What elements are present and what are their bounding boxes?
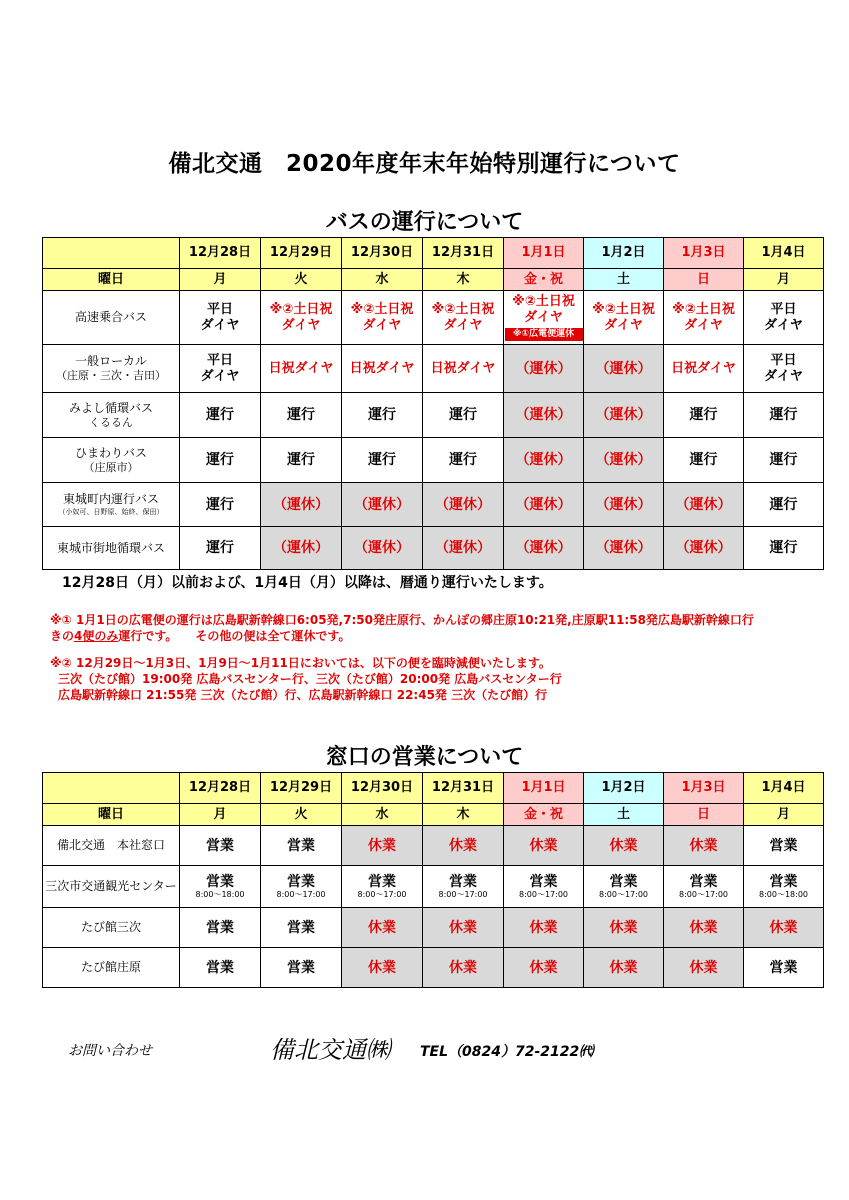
weekday-header: 金・祝 <box>504 804 584 826</box>
schedule-value: 運行 <box>287 452 315 468</box>
table-row <box>43 291 824 345</box>
company-phone: TEL（0824）72-2122㈹ <box>420 1044 594 1060</box>
schedule-cell <box>423 527 504 570</box>
status-cell <box>584 826 664 866</box>
status-value: 営業 <box>609 873 638 890</box>
schedule-cell <box>423 393 504 438</box>
opening-hours: 8:00～17:00 <box>276 889 326 899</box>
schedule-value: ※②土日祝 ダイヤ <box>431 301 495 333</box>
table-row <box>43 483 824 527</box>
status-cell <box>261 866 342 908</box>
schedule-cell <box>584 291 664 345</box>
table-row <box>43 826 824 866</box>
schedule-value: 運行 <box>769 452 798 468</box>
weekday-header: 月 <box>180 804 261 826</box>
table-row <box>43 948 824 988</box>
date-header: 1月4日 <box>744 238 824 269</box>
weekday-header: 金・祝 <box>504 269 584 291</box>
date-header: 1月4日 <box>744 773 824 804</box>
schedule-cell <box>342 345 423 393</box>
status-cell <box>180 948 261 988</box>
status-cell <box>180 866 261 908</box>
schedule-cell <box>423 345 504 393</box>
schedule-value: （運休） <box>675 540 732 556</box>
table-row <box>43 438 824 483</box>
office-name: 三次市交通観光センター <box>43 866 180 908</box>
status-value: 休業 <box>449 837 477 854</box>
schedule-value: ※②土日祝 ダイヤ <box>672 301 735 333</box>
weekday-header: 月 <box>744 269 824 291</box>
status-value: 休業 <box>449 959 477 976</box>
schedule-value: （運休） <box>435 540 491 556</box>
schedule-cell <box>584 438 664 483</box>
route-name-sub: くるるん <box>89 415 133 429</box>
status-cell <box>342 908 423 948</box>
schedule-value: （運休） <box>595 360 652 377</box>
schedule-cell <box>664 527 744 570</box>
schedule-cell <box>664 291 744 345</box>
window-section-heading: 窓口の営業について <box>325 745 524 770</box>
schedule-value: （運休） <box>515 496 572 513</box>
table-row <box>43 866 824 908</box>
schedule-value: 運行 <box>206 452 234 468</box>
schedule-cell <box>744 393 824 438</box>
schedule-cell <box>180 527 261 570</box>
regular-service-note: 12月28日（月）以前および、1月4日（月）以降は、暦通り運行いたします。 <box>62 575 553 591</box>
status-cell <box>342 948 423 988</box>
schedule-cell <box>342 438 423 483</box>
status-value: 休業 <box>529 919 558 936</box>
status-cell <box>504 908 584 948</box>
schedule-value: 平日 ダイヤ <box>200 352 240 384</box>
date-header: 12月29日 <box>261 773 342 804</box>
date-header: 12月31日 <box>423 773 504 804</box>
opening-hours: 8:00～18:00 <box>195 889 245 899</box>
schedule-cell <box>504 345 584 393</box>
status-cell <box>664 948 744 988</box>
route-name-text: 高速乗合バス <box>74 310 147 324</box>
weekday-header: 土 <box>584 804 664 826</box>
schedule-value: 運行 <box>287 407 315 423</box>
schedule-cell <box>584 527 664 570</box>
schedule-cell <box>664 345 744 393</box>
status-value: 営業 <box>206 959 234 976</box>
schedule-value: （運休） <box>515 360 572 377</box>
status-value: 休業 <box>368 919 396 936</box>
schedule-cell <box>342 393 423 438</box>
date-header: 1月1日 <box>504 773 584 804</box>
schedule-value: 運行 <box>206 407 234 423</box>
note-2-line-1: ※② 12月29日～1月3日、1月9日～1月11日においては、以下の便を臨時減便いたします。 <box>50 656 551 670</box>
schedule-cell <box>261 527 342 570</box>
schedule-cell <box>664 393 744 438</box>
schedule-cell <box>423 483 504 527</box>
route-name-text: 東城町内運行バス <box>62 492 159 506</box>
opening-hours: 8:00～17:00 <box>357 889 407 899</box>
status-cell <box>744 948 824 988</box>
bus-section-heading: バスの運行について <box>325 210 524 235</box>
weekday-header: 水 <box>342 269 423 291</box>
status-value: 休業 <box>609 959 638 976</box>
schedule-cell <box>261 483 342 527</box>
schedule-cell <box>261 345 342 393</box>
schedule-cell <box>584 345 664 393</box>
weekday-header: 土 <box>584 269 664 291</box>
schedule-value: （運休） <box>273 540 329 556</box>
status-value: 休業 <box>689 837 718 854</box>
schedule-cell <box>584 393 664 438</box>
table-row <box>43 527 824 570</box>
status-cell <box>504 826 584 866</box>
schedule-value: （運休） <box>435 496 491 513</box>
schedule-cell <box>180 291 261 345</box>
opening-hours: 8:00～17:00 <box>678 889 729 899</box>
date-header: 1月2日 <box>584 773 664 804</box>
suspension-badge: ※①広電便運休 <box>505 328 583 341</box>
schedule-cell <box>504 393 584 438</box>
schedule-value: 運行 <box>206 496 234 513</box>
note-1-line-2: きの4便のみ運行です。 その他の便は全て運休です。 <box>50 629 351 643</box>
schedule-value: 日祝ダイヤ <box>671 360 736 376</box>
note-2-line-2: 三次（たび館）19:00発 広島バスセンター行、三次（たび館）20:00発 広島バスセンター行 <box>58 672 562 686</box>
note-2 <box>50 655 830 703</box>
status-value: 営業 <box>529 873 558 890</box>
date-header: 12月28日 <box>180 773 261 804</box>
schedule-value: 運行 <box>368 452 396 468</box>
schedule-value: 運行 <box>206 540 234 556</box>
schedule-cell <box>744 345 824 393</box>
status-value: 営業 <box>368 873 396 890</box>
opening-hours: 8:00～17:00 <box>438 889 488 899</box>
schedule-value: ※②土日祝 ダイヤ <box>512 294 575 325</box>
status-value: 営業 <box>287 873 315 890</box>
schedule-value: （運休） <box>595 540 652 556</box>
route-name-text: ひまわりバス <box>74 445 147 460</box>
bus-schedule-table <box>42 237 824 570</box>
schedule-cell <box>261 438 342 483</box>
weekday-label: 曜日 <box>43 804 180 826</box>
status-cell <box>744 826 824 866</box>
schedule-cell <box>342 483 423 527</box>
date-header: 12月30日 <box>342 773 423 804</box>
date-header: 12月31日 <box>423 238 504 269</box>
schedule-cell <box>180 438 261 483</box>
schedule-cell <box>744 291 824 345</box>
date-header: 1月1日 <box>504 238 584 269</box>
opening-hours: 8:00～18:00 <box>758 889 809 899</box>
schedule-cell <box>423 291 504 345</box>
status-cell <box>744 908 824 948</box>
status-cell <box>744 866 824 908</box>
weekday-header: 木 <box>423 269 504 291</box>
date-header: 1月3日 <box>664 238 744 269</box>
status-value: 休業 <box>368 837 396 854</box>
note-1 <box>50 612 830 644</box>
route-name <box>43 527 180 570</box>
schedule-cell <box>744 438 824 483</box>
schedule-value: 運行 <box>449 452 477 468</box>
weekday-label: 曜日 <box>43 269 180 291</box>
status-value: 営業 <box>689 873 718 890</box>
date-header: 12月30日 <box>342 238 423 269</box>
schedule-cell <box>342 291 423 345</box>
schedule-value: 運行 <box>769 407 798 423</box>
schedule-value: （運休） <box>354 540 410 556</box>
route-name-sub: （小奴可、日野原、始終、保田） <box>58 508 164 516</box>
route-name <box>43 438 180 483</box>
date-header: 1月2日 <box>584 238 664 269</box>
schedule-value: ※②土日祝 ダイヤ <box>592 301 655 333</box>
schedule-cell <box>423 438 504 483</box>
schedule-value: （運休） <box>675 496 732 513</box>
page-title: 備北交通 2020年度年末年始特別運行について <box>168 151 681 177</box>
status-value: 営業 <box>206 919 234 936</box>
header-blank <box>43 773 180 804</box>
schedule-value: 日祝ダイヤ <box>268 360 334 376</box>
status-cell <box>504 948 584 988</box>
status-value: 営業 <box>769 959 798 976</box>
schedule-value: 平日 ダイヤ <box>764 352 803 384</box>
route-name-sub: （庄原市） <box>83 460 139 474</box>
schedule-value: （運休） <box>273 496 329 513</box>
status-cell <box>180 908 261 948</box>
schedule-cell <box>664 438 744 483</box>
route-name <box>43 393 180 438</box>
schedule-cell <box>584 483 664 527</box>
status-value: 休業 <box>529 837 558 854</box>
date-header: 12月29日 <box>261 238 342 269</box>
status-cell <box>504 866 584 908</box>
status-cell <box>664 908 744 948</box>
status-cell <box>584 866 664 908</box>
status-cell <box>664 866 744 908</box>
route-name <box>43 345 180 393</box>
inquiry-label: お問い合わせ <box>68 1043 152 1059</box>
schedule-cell <box>504 527 584 570</box>
status-cell <box>423 948 504 988</box>
status-cell <box>584 948 664 988</box>
schedule-cell <box>180 483 261 527</box>
status-value: 休業 <box>609 837 638 854</box>
route-name-text: 一般ローカル <box>75 354 147 368</box>
header-blank <box>43 238 180 269</box>
schedule-cell <box>261 393 342 438</box>
schedule-value: 運行 <box>689 452 718 468</box>
route-name-sub: （庄原・三次・吉田） <box>56 369 166 382</box>
weekday-header: 水 <box>342 804 423 826</box>
status-value: 営業 <box>287 919 315 936</box>
status-cell <box>423 826 504 866</box>
status-value: 休業 <box>769 919 798 936</box>
schedule-value: 運行 <box>769 496 798 513</box>
office-name: 備北交通 本社窓口 <box>43 826 180 866</box>
schedule-cell <box>504 438 584 483</box>
status-value: 休業 <box>368 959 396 976</box>
status-value: 営業 <box>449 873 477 890</box>
schedule-value: （運休） <box>595 407 652 423</box>
table-row <box>43 345 824 393</box>
schedule-value: 日祝ダイヤ <box>349 360 415 376</box>
status-value: 営業 <box>206 873 234 890</box>
schedule-value: 日祝ダイヤ <box>430 360 496 376</box>
schedule-value: （運休） <box>354 496 410 513</box>
status-cell <box>423 866 504 908</box>
schedule-value: （運休） <box>595 452 652 468</box>
status-cell <box>584 908 664 948</box>
status-cell <box>342 826 423 866</box>
status-cell <box>261 908 342 948</box>
schedule-cell <box>664 483 744 527</box>
status-value: 休業 <box>689 919 718 936</box>
schedule-value: 平日 ダイヤ <box>764 301 803 333</box>
schedule-value: ※②土日祝 ダイヤ <box>269 301 333 333</box>
route-name <box>43 291 180 345</box>
table-row <box>43 908 824 948</box>
date-header: 1月3日 <box>664 773 744 804</box>
weekday-header: 月 <box>744 804 824 826</box>
status-value: 休業 <box>529 959 558 976</box>
office-name: たび館三次 <box>43 908 180 948</box>
schedule-value: 運行 <box>449 407 477 423</box>
weekday-header: 日 <box>664 269 744 291</box>
status-cell <box>423 908 504 948</box>
schedule-cell <box>504 483 584 527</box>
route-name-text: みよし循環バス <box>68 400 153 415</box>
status-cell <box>261 948 342 988</box>
note-1-line-1: ※① 1月1日の広電便の運行は広島駅新幹線口6:05発,7:50発庄原行、かんぽの郷庄原10:21発,庄原駅11:58発広島駅新幹線口行 <box>50 613 754 627</box>
schedule-value: （運休） <box>595 496 652 513</box>
schedule-cell <box>744 483 824 527</box>
schedule-cell <box>180 393 261 438</box>
schedule-value: ※②土日祝 ダイヤ <box>350 301 414 333</box>
company-name: 備北交通㈱ <box>270 1036 390 1064</box>
weekday-header: 木 <box>423 804 504 826</box>
schedule-value: 運行 <box>368 407 396 423</box>
schedule-value: 運行 <box>689 407 718 423</box>
opening-hours: 8:00～17:00 <box>518 889 569 899</box>
route-name-text: 東城市街地循環バス <box>56 540 165 555</box>
schedule-value: （運休） <box>515 407 572 423</box>
weekday-header: 月 <box>180 269 261 291</box>
schedule-value: （運休） <box>515 452 572 468</box>
status-value: 休業 <box>449 919 477 936</box>
table-row <box>43 393 824 438</box>
weekday-header: 火 <box>261 804 342 826</box>
status-value: 営業 <box>769 873 798 890</box>
office-name: たび館庄原 <box>43 948 180 988</box>
status-cell <box>261 826 342 866</box>
schedule-cell <box>180 345 261 393</box>
opening-hours: 8:00～17:00 <box>598 889 649 899</box>
date-header: 12月28日 <box>180 238 261 269</box>
schedule-cell <box>744 527 824 570</box>
schedule-value: （運休） <box>515 540 572 556</box>
schedule-cell <box>504 291 584 345</box>
status-cell <box>180 826 261 866</box>
status-value: 営業 <box>287 959 315 976</box>
weekday-header: 日 <box>664 804 744 826</box>
note-2-line-3: 広島駅新幹線口 21:55発 三次（たび館）行、広島駅新幹線口 22:45発 三次（たび館）行 <box>58 688 548 702</box>
schedule-value: 運行 <box>769 540 798 556</box>
route-name <box>43 483 180 527</box>
status-cell <box>664 826 744 866</box>
weekday-header: 火 <box>261 269 342 291</box>
status-value: 営業 <box>769 837 798 854</box>
status-value: 休業 <box>609 919 638 936</box>
status-value: 営業 <box>287 837 315 854</box>
status-cell <box>342 866 423 908</box>
schedule-cell <box>261 291 342 345</box>
schedule-cell <box>342 527 423 570</box>
window-hours-table <box>42 772 824 988</box>
schedule-value: 平日 ダイヤ <box>200 301 240 333</box>
status-value: 休業 <box>689 959 718 976</box>
status-value: 営業 <box>206 837 234 854</box>
